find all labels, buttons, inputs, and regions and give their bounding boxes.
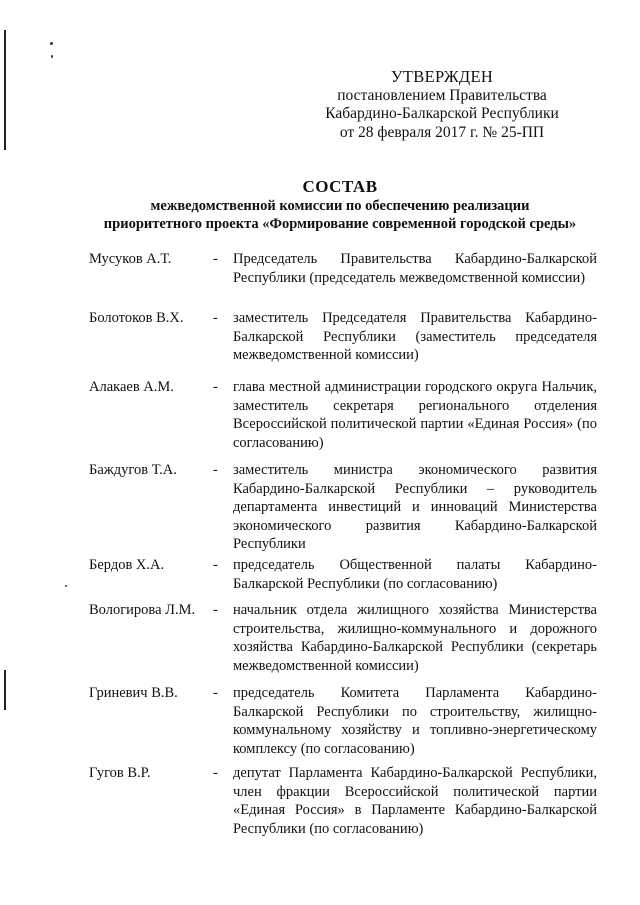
document-subtitle-line: межведомственной комиссии по обеспечению реализации [150,198,530,214]
dash-separator: - [213,462,218,478]
member-name: Мусуков А.Т. [89,251,172,267]
member-name: Баждугов Т.А. [89,462,177,478]
document-title: СОСТАВ [302,177,378,196]
dash-separator: - [213,765,218,781]
dash-separator: - [213,379,218,395]
member-name: Болотоков В.Х. [89,310,184,326]
member-description: глава местной администрации городского округа Нальчик, заместитель секретаря регионального отделения Всероссийской политической партии «Единая Россия» (по согласованию) [233,379,597,451]
dash-separator: - [213,685,218,701]
approval-heading: УТВЕРЖДЕН [390,67,494,86]
member-name: Алакаев А.М. [89,379,174,395]
approval-line: Кабардино-Балкарской Республики [325,105,559,122]
member-description: председатель Комитета Парламента Кабардино-Балкарской Республики по строительству, жилищно-коммунальному хозяйству и топливно-энергетическому комплексу (по согласованию) [233,685,597,757]
member-description: Председатель Правительства Кабардино-Балкарской Республики (председатель межведомственной комиссии) [233,251,597,286]
dash-separator: - [213,251,218,267]
member-name: Гриневич В.В. [89,685,178,701]
member-description: председатель Общественной палаты Кабардино-Балкарской Республики (по согласованию) [233,557,597,592]
member-name: Вологирова Л.М. [89,602,196,618]
dash-separator: - [213,602,218,618]
approval-date-line: от 28 февраля 2017 г. № 25-ПП [339,123,545,141]
dash-separator: - [213,557,218,573]
member-description: заместитель министра экономического развития Кабардино-Балкарской Республики – руководитель департамента инвестиций и инноваций Министерства экономического развития Кабардино-Балкарской Республики [233,462,597,552]
member-name: Гугов В.Р. [89,765,151,781]
member-name: Бердов Х.А. [89,557,165,573]
member-description: заместитель Председателя Правительства Кабардино-Балкарской Республики (заместитель председателя межведомственной комиссии) [233,310,597,363]
document-subtitle-line: приоритетного проекта «Формирование современной городской среды» [103,216,577,232]
member-description: начальник отдела жилищного хозяйства Министерства строительства, жилищно-коммунального и дорожного хозяйства Кабардино-Балкарской Республики (секретарь межведомственной комиссии) [233,602,597,674]
approval-line: постановлением Правительства [337,86,547,104]
member-description: депутат Парламента Кабардино-Балкарской Республики, член фракции Всероссийской политической партии «Единая Россия» в Парламенте Кабардино-Балкарской Республики (по согласованию) [233,765,597,837]
dash-separator: - [213,310,218,326]
